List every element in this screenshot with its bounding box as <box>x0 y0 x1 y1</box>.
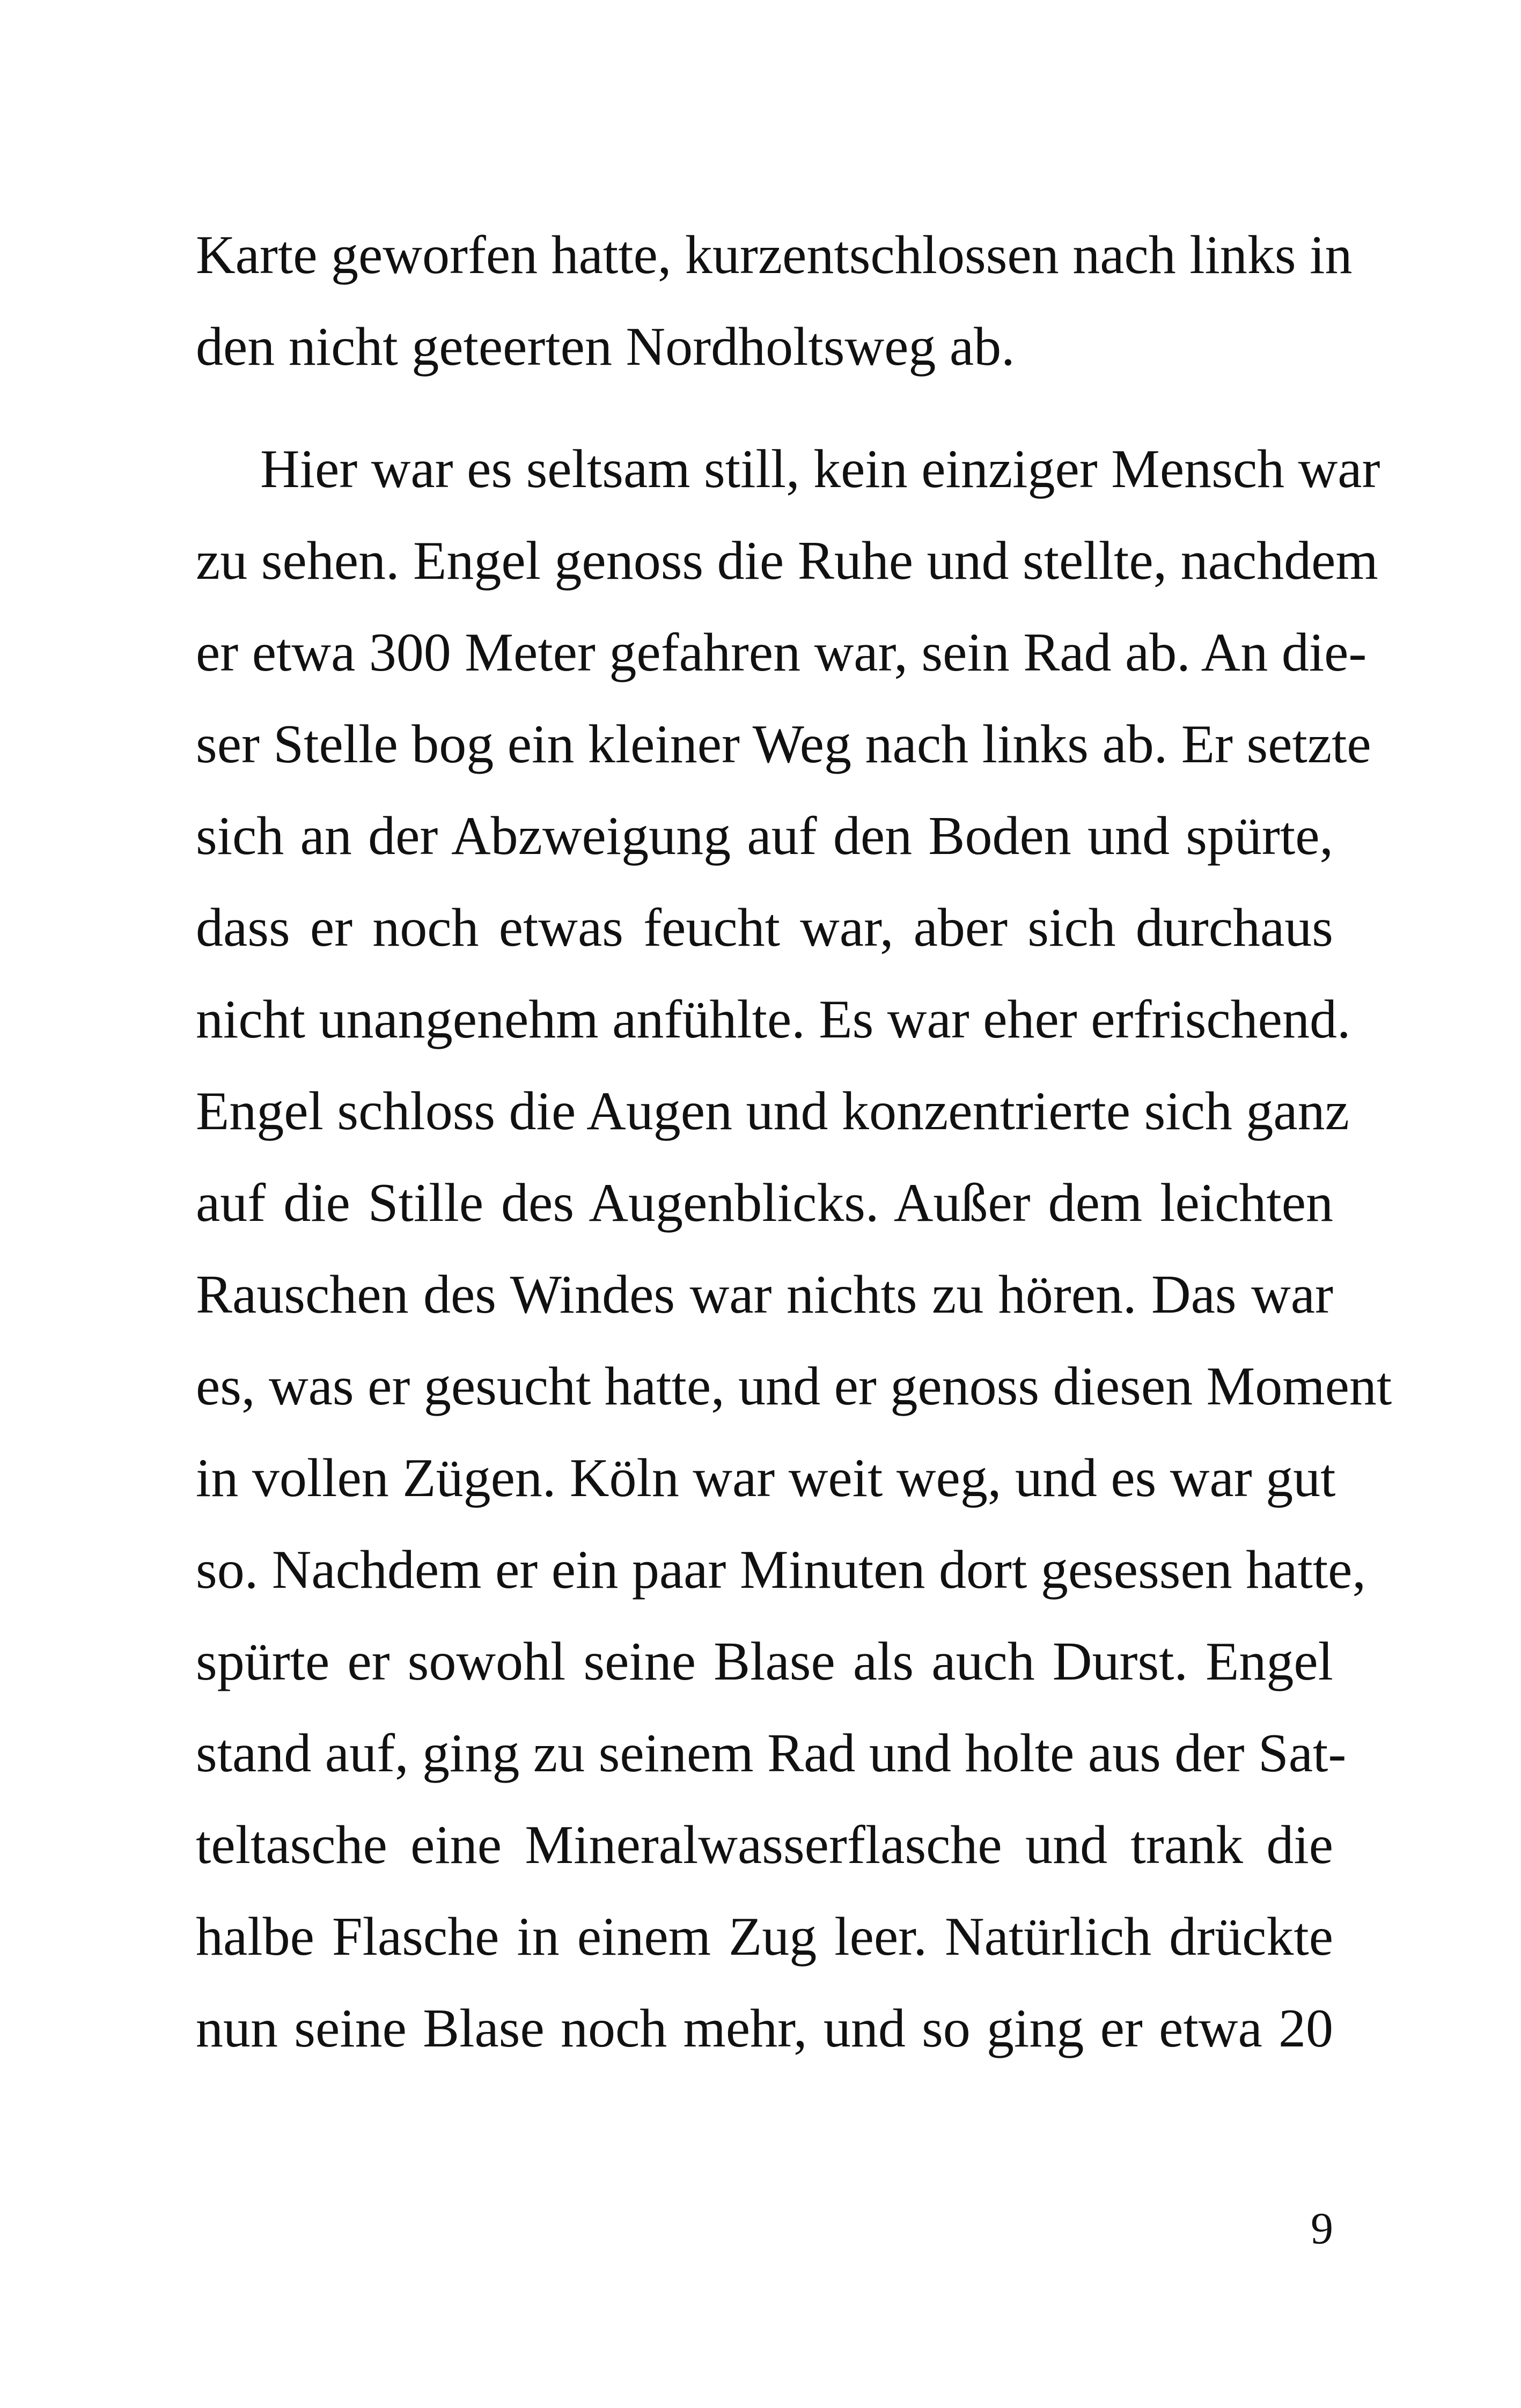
text-line: den nicht geteerten Nordholtsweg ab. <box>196 316 1015 377</box>
text-line: Engel schloss die Augen und konzentrierte sich ganz <box>196 1081 1349 1142</box>
text-line: zu sehen. Engel genoss die Ruhe und stellte, nachdem <box>196 531 1378 591</box>
text-line: teltasche eine Mineralwasserflasche und trank die <box>196 1815 1333 1875</box>
text-line: es, was er gesucht hatte, und er genoss diesen Moment <box>196 1356 1392 1417</box>
text-line: halbe Flasche in einem Zug leer. Natürlich drückte <box>196 1906 1333 1967</box>
text-line: dass er noch etwas feucht war, aber sich durchaus <box>196 897 1333 958</box>
text-line: Rauschen des Windes war nichts zu hören. Das war <box>196 1264 1333 1325</box>
text-line: sich an der Abzweigung auf den Boden und spürte, <box>196 806 1333 866</box>
text-line: nicht unangenehm anfühlte. Es war eher erfrischend. <box>196 989 1351 1050</box>
text-line: Hier war es seltsam still, kein einziger Mensch war <box>260 439 1380 499</box>
paragraph <box>196 423 1392 2074</box>
text-line: nun seine Blase noch mehr, und so ging er etwa 20 <box>196 1998 1333 2059</box>
text-line: Karte geworfen hatte, kurzentschlossen nach links in <box>196 225 1353 285</box>
paragraph-spacing <box>196 393 1333 423</box>
text-line: stand auf, ging zu seinem Rad und holte aus der Sat- <box>196 1723 1347 1784</box>
text-line: so. Nachdem er ein paar Minuten dort gesessen hatte, <box>196 1540 1366 1600</box>
text-line: in vollen Zügen. Köln war weit weg, und es war gut <box>196 1448 1336 1508</box>
page-number: 9 <box>1311 2204 1333 2254</box>
text-line: ser Stelle bog ein kleiner Weg nach links ab. Er setzte <box>196 714 1371 775</box>
text-line: auf die Stille des Augenblicks. Außer dem leichten <box>196 1173 1333 1233</box>
text-line: spürte er sowohl seine Blase als auch Durst. Engel <box>196 1631 1333 1692</box>
text-line: er etwa 300 Meter gefahren war, sein Rad ab. An die- <box>196 622 1367 683</box>
body-text <box>196 209 1392 2074</box>
paragraph <box>196 209 1353 393</box>
